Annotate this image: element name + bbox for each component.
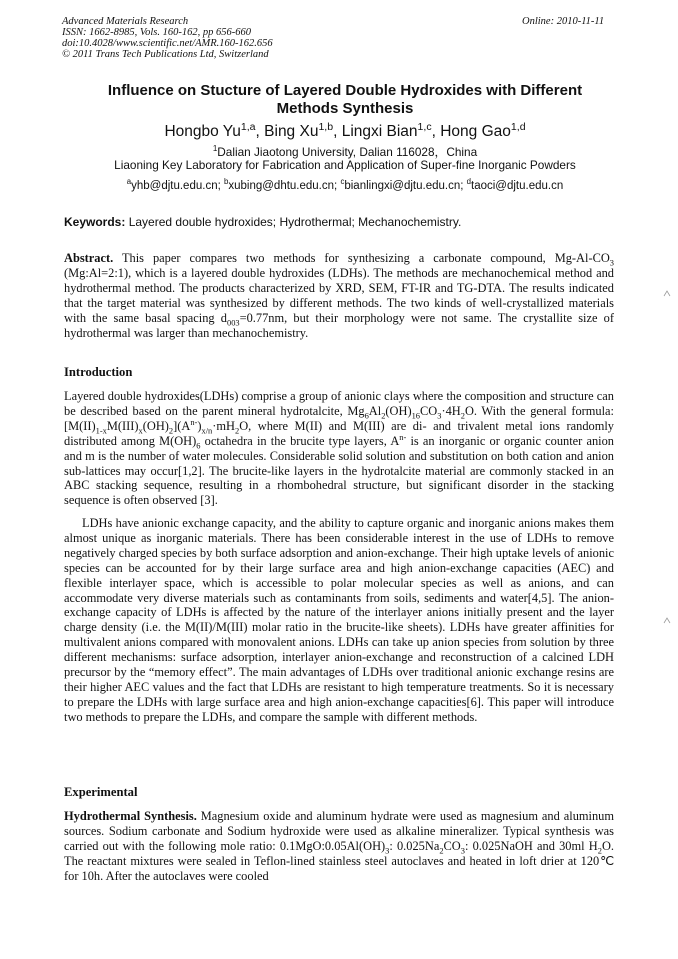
author-emails: $^a$yhb@djtu.edu.cn; $^b$xubing@dhtu.edu.cn; $^c$bianlingxi@djtu.edu.cn; $^d$taoci@djtu.edu.cn — [126, 177, 564, 192]
author-list: Hongbo Yu$^{1,a}$, Bing Xu$^{1,b}$, Lingxi Bian$^{1,c}$, Hong Gao$^{1,d}$ — [164, 120, 526, 140]
experimental-paragraph: Hydrothermal Synthesis. Magnesium oxide and aluminum hydrate were used as magnesium and aluminum sources. Sodium carbonate and Sodium hydroxide were used as alkaline mineralizer. Typical synthesis was carried out with the following mole ratio: $0.1MgO:0.05Al(OH)_3$: $0.025Na_2CO_3$: 0.025NaOH and 30ml $H_2O$. The reactant mixtures were sealed in Teflon-lined stainless steel autoclaves and heated in loft drier at 120℃ for 10h. After the autoclaves were cooled — [64, 809, 615, 883]
author-1-sup: 1,a — [240, 120, 256, 133]
introduction-paragraph-1: Layered double hydroxides(LDHs) comprise a group of anionic clays where the composition and structure can be described based on the parent mineral hydrotalcite, $Mg_6Al_2(OH)_{16}CO_3\cdot 4H_2O$. With the general formula: $[M(II)_{1-x}M(III)_x(OH)_2](A^{n-})_{x/n}\cdot mH_2O$, where M(II) and M(III) are di- and trivalent metal ions randomly distributed among $M(OH)_6$ octahedra in the brucite type layers, $A^{n-}$ is an inorganic or organic counter anion and m is the number of water molecules. Considerable solid solution and substitution on both cation and anion sub-lattices may occur[1,2]. The brucite-like layers in the hydrotalcite material are commonly stacked in an ABC stacking sequence, resulting in a rhombohedral structure, but significant disorder in the stacking sequence is often observed [3]. — [64, 389, 614, 508]
abstract-label: Abstract. — [64, 251, 114, 265]
experimental-heading: Experimental — [64, 785, 138, 799]
header-copyright: © 2011 Trans Tech Publications Ltd, Switzerland — [62, 49, 269, 60]
email-d[interactable]: taoci@djtu.edu.cn — [471, 180, 564, 192]
keywords-text: Layered double hydroxides; Hydrothermal; Mechanochemistry. — [128, 215, 462, 229]
margin-mark — [663, 290, 671, 297]
affiliation-2: Liaoning Key Laboratory for Fabrication and Application of Super-fine Inorganic Powders — [114, 158, 576, 172]
affiliation-1-text: Dalian Jiaotong University, Dalian 116028，China — [217, 145, 478, 159]
header-journal: Advanced Materials Research — [62, 16, 189, 27]
introduction-heading: Introduction — [64, 365, 133, 379]
header-doi[interactable]: doi:10.4028/www.scientific.net/AMR.160-162.656 — [62, 38, 273, 49]
introduction-paragraph-2: LDHs have anionic exchange capacity, and the ability to capture organic and inorganic anions makes them almost unique as inorganic materials. There has been considerable interest in the use of LDHs to remove negatively charged species by both surface adsorption and anion-exchange. Their high uptake levels of anionic species can be accounted for by their large surface area and high anion-exchange capacities (AEC) and flexible interlayer space, which is accessible to polar molecular species as well as anions, and can accommodate very diverse materials such as contaminants from soils, sediments and water[4,5]. The anion-exchange capacity of LDHs is affected by the nature of the interlayer anions initially present and the layer charge density (i.e. the M(II)/M(III) molar ratio in the brucite-like sheets). LDHs have greater affinities for multivalent anions compared with monovalent anions. LDHs can take up anion species from solution by three different mechanisms: surface adsorption, interlayer anion-exchange and reconstruction of a calcined LDH precursor by the “memory effect”. The main advantages of LDHs over traditional anionic exchange resins are their higher AEC values and the fact that LDHs are resistant to high temperature treatments. So it is necessary to prepare the LDHs with large surface area and high anion-exchange capacities[6]. This paper will introduce two methods to prepare the LDHs, and compare the sample with different methods. — [64, 516, 614, 724]
author-4: Hong Gao — [440, 123, 511, 140]
abstract-paragraph: Abstract. This paper compares two methods for synthesizing a carbonate compound, $Mg-Al-CO_3$ (Mg:Al=2:1), which is a layered double hydroxides (LDHs). The methods are mechanochemical method and hydrothermal method. The products characterized by XRD, SEM, FT-IR and TG-DTA. The results indicated that the target material was synthesized by different methods. The two kinds of well-crystallized materials with the same basal spacing $d_{003}=0.77nm$, but their morphology were not same. The crystallite size of hydrothermal was larger than mechanochemistry. — [64, 251, 614, 340]
author-1: Hongbo Yu — [164, 123, 241, 140]
title-line-1: Influence on Stucture of Layered Double Hydroxides with Different — [107, 82, 583, 99]
hydrothermal-synthesis-label: Hydrothermal Synthesis. — [64, 809, 197, 823]
keywords — [64, 215, 461, 229]
author-2: Bing Xu — [264, 123, 319, 140]
header-online-date: Online: 2010-11-11 — [522, 16, 605, 27]
margin-mark — [663, 617, 671, 624]
header-issn: ISSN: 1662-8985, Vols. 160-162, pp 656-660 — [62, 27, 251, 38]
paper-title — [60, 82, 630, 118]
author-2-sup: 1,b — [318, 120, 334, 133]
author-3: Lingxi Bian — [341, 123, 418, 140]
affiliation-1-sup: 1 — [212, 144, 218, 154]
keywords-label: Keywords: — [64, 215, 126, 229]
author-3-sup: 1,c — [417, 120, 432, 133]
author-4-sup: 1,d — [510, 120, 526, 133]
email-a[interactable]: yhb@djtu.edu.cn; — [131, 180, 221, 192]
email-b[interactable]: xubing@dhtu.edu.cn; — [228, 180, 338, 192]
title-line-2: Methods Synthesis — [276, 100, 414, 117]
email-c[interactable]: bianlingxi@djtu.edu.cn; — [344, 180, 464, 192]
